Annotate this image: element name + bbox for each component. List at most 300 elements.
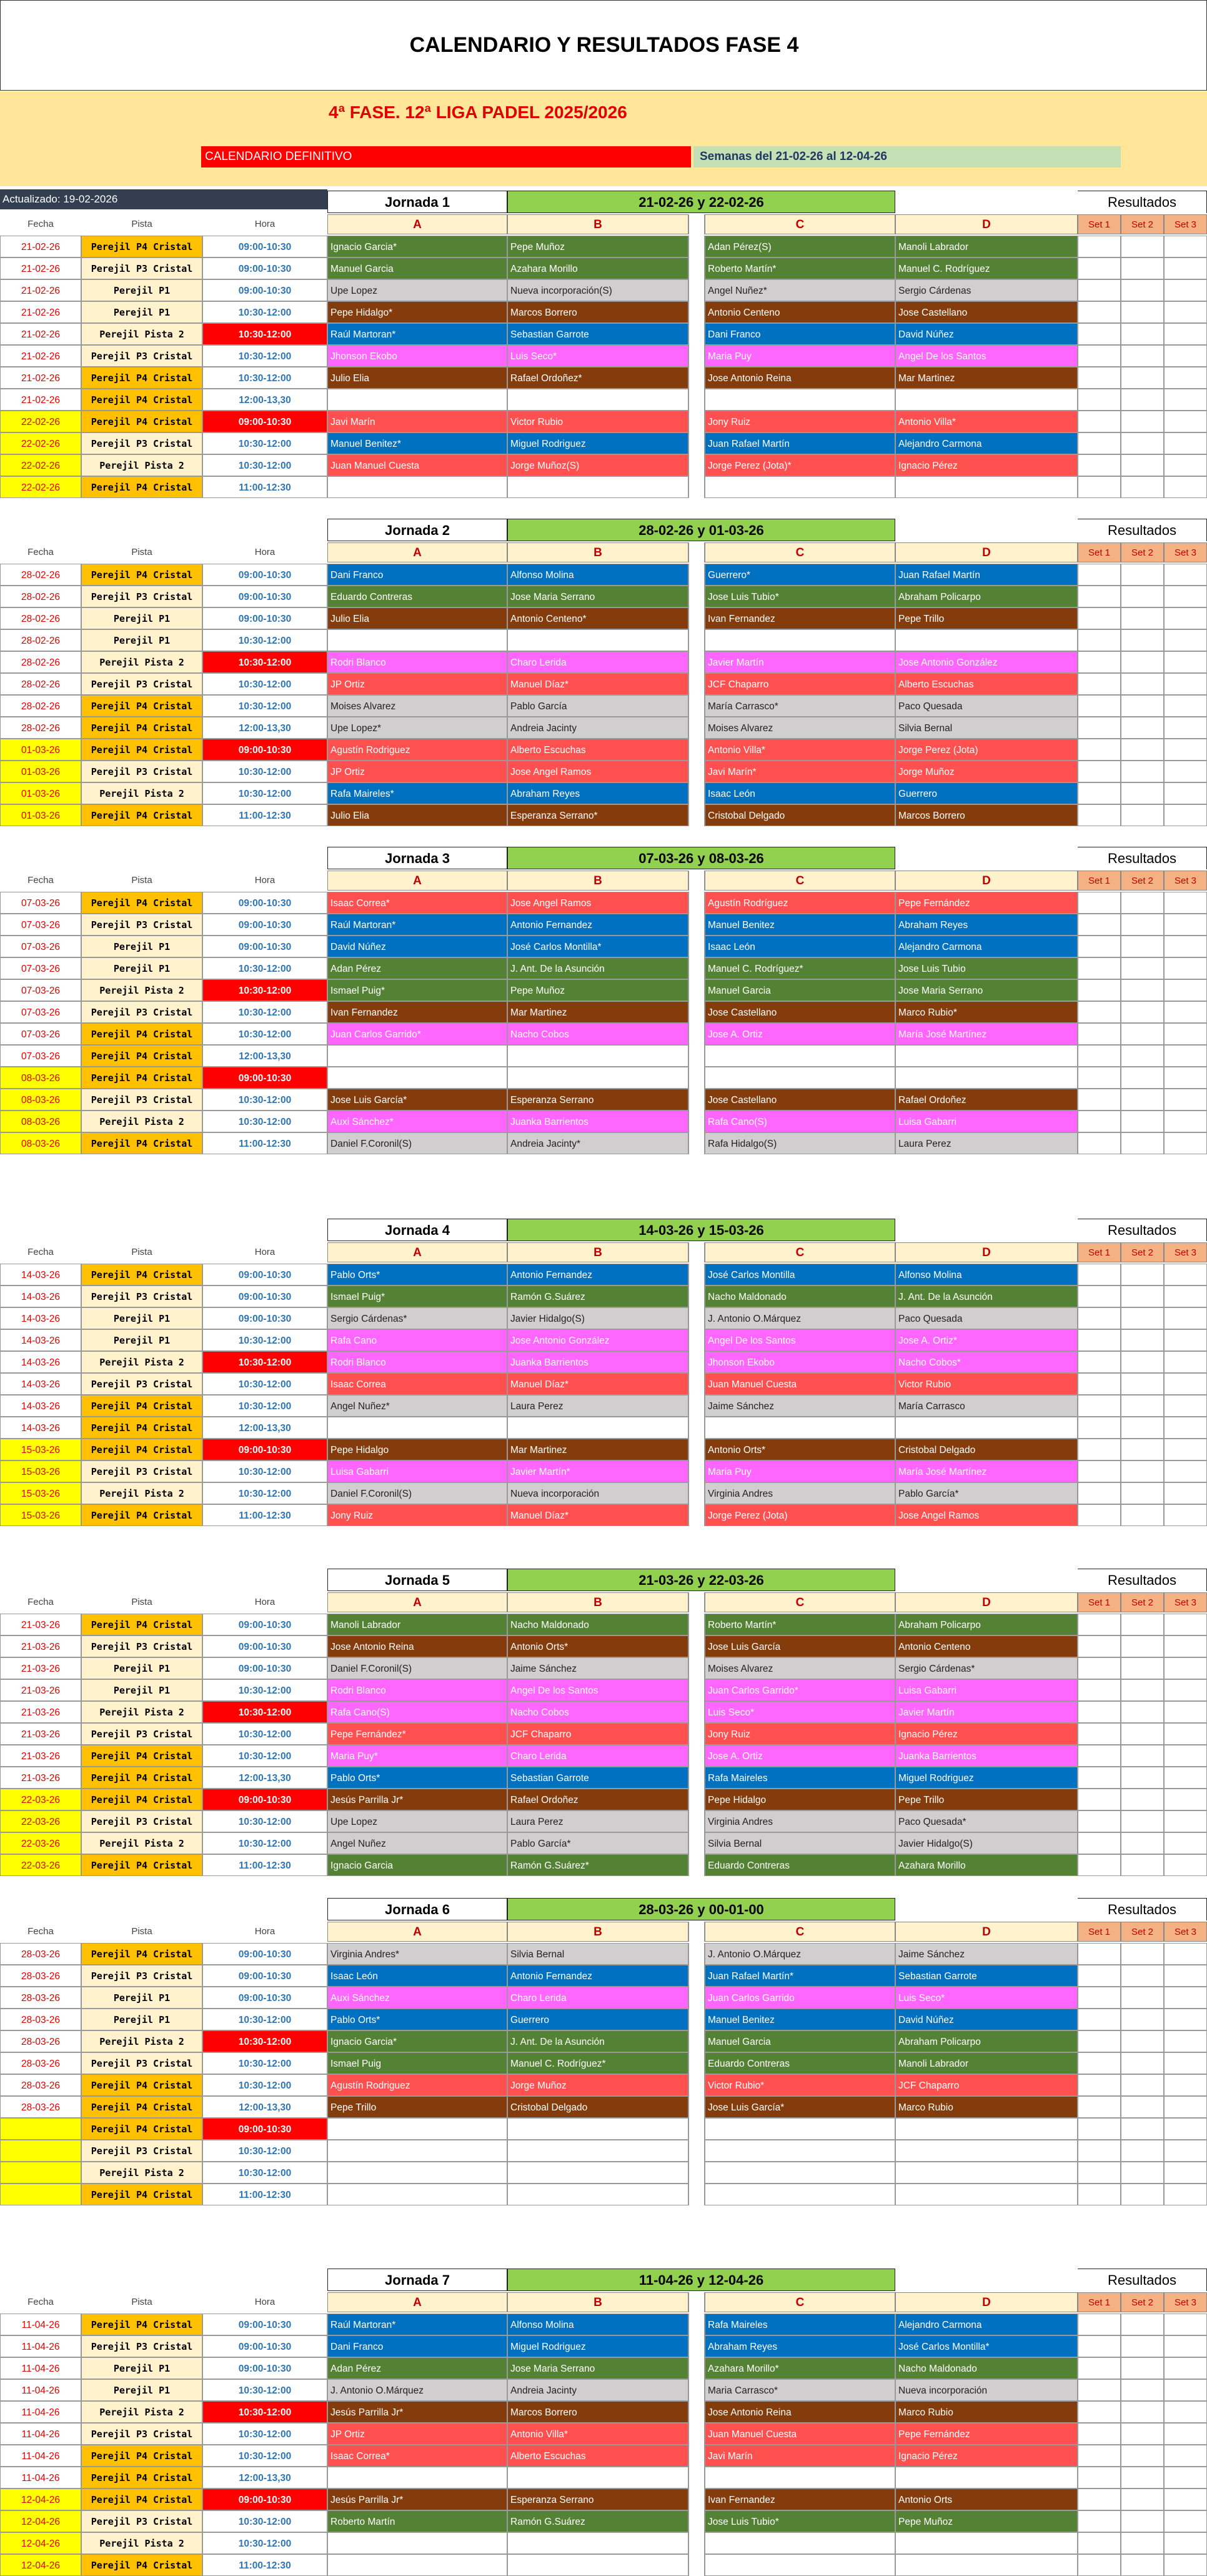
set1-result[interactable] xyxy=(1078,1635,1121,1657)
player-d-cell: Jose Castellano xyxy=(895,301,1078,323)
set1-result[interactable] xyxy=(1078,2532,1121,2554)
set2-result[interactable] xyxy=(1121,651,1164,673)
set2-result[interactable] xyxy=(1121,1045,1164,1067)
set2-result[interactable] xyxy=(1121,1854,1164,1876)
set2-result[interactable] xyxy=(1121,367,1164,389)
set1-result[interactable] xyxy=(1078,1943,1121,1965)
set2-result[interactable] xyxy=(1121,2335,1164,2357)
set2-result[interactable] xyxy=(1121,804,1164,826)
set1-result[interactable] xyxy=(1078,1307,1121,1329)
set3-result[interactable] xyxy=(1164,586,1207,607)
set3-result[interactable] xyxy=(1164,717,1207,739)
set2-result[interactable] xyxy=(1121,564,1164,586)
set3-result[interactable] xyxy=(1164,2009,1207,2030)
set1-result[interactable] xyxy=(1078,1001,1121,1023)
set3-result[interactable] xyxy=(1164,607,1207,629)
set1-result[interactable] xyxy=(1078,2314,1121,2335)
set3-result[interactable] xyxy=(1164,651,1207,673)
player-c-cell: Jose Luis García* xyxy=(705,2096,895,2118)
column-gap xyxy=(688,2184,705,2205)
column-gap xyxy=(688,2401,705,2423)
set1-result[interactable] xyxy=(1078,957,1121,979)
set3-result[interactable] xyxy=(1164,1395,1207,1417)
set2-result[interactable] xyxy=(1121,432,1164,454)
set3-result[interactable] xyxy=(1164,1789,1207,1810)
set1-result[interactable] xyxy=(1078,1745,1121,1767)
player-d-cell: Cristobal Delgado xyxy=(895,1439,1078,1460)
set1-result[interactable] xyxy=(1078,739,1121,761)
set1-result[interactable] xyxy=(1078,651,1121,673)
set2-result[interactable] xyxy=(1121,2510,1164,2532)
set2-result[interactable] xyxy=(1121,761,1164,782)
set2-result[interactable] xyxy=(1121,345,1164,367)
player-c-cell: J. Antonio O.Márquez xyxy=(705,1943,895,1965)
set1-result[interactable] xyxy=(1078,629,1121,651)
set1-result[interactable] xyxy=(1078,1504,1121,1526)
set1-result[interactable] xyxy=(1078,1832,1121,1854)
set2-result[interactable] xyxy=(1121,2074,1164,2096)
set1-result[interactable] xyxy=(1078,2118,1121,2140)
set2-result[interactable] xyxy=(1121,236,1164,257)
set3-result[interactable] xyxy=(1164,2096,1207,2118)
set1-result[interactable] xyxy=(1078,782,1121,804)
set3-result[interactable] xyxy=(1164,2184,1207,2205)
set2-result[interactable] xyxy=(1121,1439,1164,1460)
set3-result[interactable] xyxy=(1164,1264,1207,1286)
set3-result[interactable] xyxy=(1164,2423,1207,2445)
set2-result[interactable] xyxy=(1121,1329,1164,1351)
set2-result[interactable] xyxy=(1121,1789,1164,1810)
set2-result[interactable] xyxy=(1121,2401,1164,2423)
set2-result[interactable] xyxy=(1121,1965,1164,1987)
set1-result[interactable] xyxy=(1078,1264,1121,1286)
set2-result[interactable] xyxy=(1121,1810,1164,1832)
set2-result[interactable] xyxy=(1121,1679,1164,1701)
set1-result[interactable] xyxy=(1078,1965,1121,1987)
team-a-header: A xyxy=(327,542,507,562)
court-name: Perejil P3 Cristal xyxy=(81,1373,202,1395)
set1-result[interactable] xyxy=(1078,2096,1121,2118)
set3-result[interactable] xyxy=(1164,1614,1207,1635)
player-a-cell: Ismael Puig* xyxy=(327,979,507,1001)
set1-result[interactable] xyxy=(1078,1351,1121,1373)
set2-result[interactable] xyxy=(1121,1987,1164,2009)
player-d-cell: Luisa Gabarri xyxy=(895,1679,1078,1701)
set1-result[interactable] xyxy=(1078,607,1121,629)
set1-result[interactable] xyxy=(1078,2467,1121,2489)
set2-result[interactable] xyxy=(1121,1351,1164,1373)
set2-result[interactable] xyxy=(1121,2554,1164,2576)
set3-result[interactable] xyxy=(1164,2467,1207,2489)
set3-result[interactable] xyxy=(1164,2335,1207,2357)
set3-result[interactable] xyxy=(1164,476,1207,498)
set3-result[interactable] xyxy=(1164,2445,1207,2467)
set3-result[interactable] xyxy=(1164,936,1207,957)
set1-result[interactable] xyxy=(1078,345,1121,367)
set1-result[interactable] xyxy=(1078,892,1121,914)
match-date: 28-02-26 xyxy=(0,673,81,695)
set2-result[interactable] xyxy=(1121,2467,1164,2489)
set1-result[interactable] xyxy=(1078,2554,1121,2576)
column-gap xyxy=(688,2423,705,2445)
set3-result[interactable] xyxy=(1164,892,1207,914)
jornada-title: Jornada 7 xyxy=(327,2269,507,2291)
set1-result[interactable] xyxy=(1078,914,1121,936)
set2-result[interactable] xyxy=(1121,323,1164,345)
set3-result[interactable] xyxy=(1164,1132,1207,1154)
set3-result[interactable] xyxy=(1164,1373,1207,1395)
set2-result[interactable] xyxy=(1121,1373,1164,1395)
set2-result[interactable] xyxy=(1121,892,1164,914)
set3-result[interactable] xyxy=(1164,432,1207,454)
set3-result[interactable] xyxy=(1164,279,1207,301)
set1-result[interactable] xyxy=(1078,1417,1121,1439)
set2-result[interactable] xyxy=(1121,476,1164,498)
set2-result[interactable] xyxy=(1121,739,1164,761)
set2-result[interactable] xyxy=(1121,2184,1164,2205)
set1-result[interactable] xyxy=(1078,2140,1121,2162)
set3-result[interactable] xyxy=(1164,2532,1207,2554)
set2-result[interactable] xyxy=(1121,1111,1164,1132)
set1-result[interactable] xyxy=(1078,1067,1121,1089)
set1-result[interactable] xyxy=(1078,2184,1121,2205)
set3-result[interactable] xyxy=(1164,2052,1207,2074)
player-c-cell: Cristobal Delgado xyxy=(705,804,895,826)
set2-result[interactable] xyxy=(1121,1307,1164,1329)
set3-result[interactable] xyxy=(1164,673,1207,695)
set2-result[interactable] xyxy=(1121,2532,1164,2554)
set2-result[interactable] xyxy=(1121,1460,1164,1482)
court-name: Perejil P1 xyxy=(81,1987,202,2009)
set2-result[interactable] xyxy=(1121,1067,1164,1089)
player-d-cell xyxy=(895,1045,1078,1067)
set1-result[interactable] xyxy=(1078,301,1121,323)
set1-result[interactable] xyxy=(1078,1329,1121,1351)
set2-result[interactable] xyxy=(1121,1701,1164,1723)
set3-result[interactable] xyxy=(1164,1482,1207,1504)
set3-result[interactable] xyxy=(1164,2074,1207,2096)
set2-header: Set 2 xyxy=(1121,871,1164,891)
match-date: 22-02-26 xyxy=(0,476,81,498)
set1-result[interactable] xyxy=(1078,2445,1121,2467)
set3-result[interactable] xyxy=(1164,2489,1207,2510)
set1-result[interactable] xyxy=(1078,1679,1121,1701)
set3-result[interactable] xyxy=(1164,1745,1207,1767)
match-time: 10:30-12:00 xyxy=(202,2379,327,2401)
set3-result[interactable] xyxy=(1164,2401,1207,2423)
set3-result[interactable] xyxy=(1164,1111,1207,1132)
set3-result[interactable] xyxy=(1164,1460,1207,1482)
set3-result[interactable] xyxy=(1164,629,1207,651)
column-gap xyxy=(688,542,705,562)
set1-result[interactable] xyxy=(1078,936,1121,957)
set3-result[interactable] xyxy=(1164,1723,1207,1745)
set2-result[interactable] xyxy=(1121,301,1164,323)
set1-result[interactable] xyxy=(1078,2423,1121,2445)
set2-result[interactable] xyxy=(1121,2162,1164,2184)
set1-result[interactable] xyxy=(1078,1657,1121,1679)
set1-result[interactable] xyxy=(1078,2335,1121,2357)
match-time: 10:30-12:00 xyxy=(202,695,327,717)
set1-result[interactable] xyxy=(1078,1045,1121,1067)
set2-result[interactable] xyxy=(1121,2489,1164,2510)
court-name: Perejil P4 Cristal xyxy=(81,2096,202,2118)
set3-result[interactable] xyxy=(1164,804,1207,826)
set1-result[interactable] xyxy=(1078,1482,1121,1504)
set1-result[interactable] xyxy=(1078,476,1121,498)
set3-result[interactable] xyxy=(1164,1417,1207,1439)
set3-result[interactable] xyxy=(1164,761,1207,782)
set2-result[interactable] xyxy=(1121,1286,1164,1307)
set2-result[interactable] xyxy=(1121,1001,1164,1023)
set1-result[interactable] xyxy=(1078,454,1121,476)
set1-result[interactable] xyxy=(1078,1723,1121,1745)
set3-result[interactable] xyxy=(1164,979,1207,1001)
set3-result[interactable] xyxy=(1164,1987,1207,2009)
set1-result[interactable] xyxy=(1078,1810,1121,1832)
set1-result[interactable] xyxy=(1078,2357,1121,2379)
match-time: 10:30-12:00 xyxy=(202,957,327,979)
set2-result[interactable] xyxy=(1121,1635,1164,1657)
set1-result[interactable] xyxy=(1078,1987,1121,2009)
set2-result[interactable] xyxy=(1121,2357,1164,2379)
player-a-cell: Manuel Benitez* xyxy=(327,432,507,454)
set2-result[interactable] xyxy=(1121,2009,1164,2030)
set2-result[interactable] xyxy=(1121,257,1164,279)
player-b-cell: Alberto Escuchas xyxy=(507,2445,688,2467)
player-d-cell: Sebastian Garrote xyxy=(895,1965,1078,1987)
set2-result[interactable] xyxy=(1121,914,1164,936)
set3-result[interactable] xyxy=(1164,1854,1207,1876)
set2-result[interactable] xyxy=(1121,717,1164,739)
set2-result[interactable] xyxy=(1121,1504,1164,1526)
set1-result[interactable] xyxy=(1078,1439,1121,1460)
set2-result[interactable] xyxy=(1121,279,1164,301)
player-d-cell: Pablo García* xyxy=(895,1482,1078,1504)
set1-result[interactable] xyxy=(1078,257,1121,279)
set3-result[interactable] xyxy=(1164,1832,1207,1854)
set2-result[interactable] xyxy=(1121,695,1164,717)
player-b-cell xyxy=(507,2532,688,2554)
court-name: Perejil P4 Cristal xyxy=(81,1023,202,1045)
set1-result[interactable] xyxy=(1078,1789,1121,1810)
set1-result[interactable] xyxy=(1078,279,1121,301)
set1-result[interactable] xyxy=(1078,761,1121,782)
set1-result[interactable] xyxy=(1078,1701,1121,1723)
set2-result[interactable] xyxy=(1121,586,1164,607)
column-gap xyxy=(688,1242,705,1262)
set3-result[interactable] xyxy=(1164,257,1207,279)
set1-result[interactable] xyxy=(1078,2489,1121,2510)
set3-result[interactable] xyxy=(1164,2379,1207,2401)
set3-result[interactable] xyxy=(1164,411,1207,432)
player-c-cell: Javier Martín xyxy=(705,651,895,673)
set2-result[interactable] xyxy=(1121,389,1164,411)
set1-result[interactable] xyxy=(1078,1395,1121,1417)
set1-result[interactable] xyxy=(1078,564,1121,586)
set1-result[interactable] xyxy=(1078,673,1121,695)
court-name: Perejil P4 Cristal xyxy=(81,564,202,586)
set3-result[interactable] xyxy=(1164,1635,1207,1657)
set3-result[interactable] xyxy=(1164,367,1207,389)
set1-result[interactable] xyxy=(1078,1111,1121,1132)
set3-result[interactable] xyxy=(1164,1504,1207,1526)
set2-result[interactable] xyxy=(1121,1614,1164,1635)
set2-result[interactable] xyxy=(1121,782,1164,804)
set1-result[interactable] xyxy=(1078,2030,1121,2052)
set2-result[interactable] xyxy=(1121,454,1164,476)
set3-result[interactable] xyxy=(1164,2030,1207,2052)
set3-result[interactable] xyxy=(1164,1439,1207,1460)
set2-result[interactable] xyxy=(1121,2445,1164,2467)
set2-result[interactable] xyxy=(1121,1089,1164,1111)
set3-result[interactable] xyxy=(1164,1286,1207,1307)
set1-result[interactable] xyxy=(1078,1767,1121,1789)
set3-result[interactable] xyxy=(1164,454,1207,476)
set3-result[interactable] xyxy=(1164,2357,1207,2379)
set1-result[interactable] xyxy=(1078,236,1121,257)
set3-result[interactable] xyxy=(1164,782,1207,804)
set2-result[interactable] xyxy=(1121,1132,1164,1154)
set3-result[interactable] xyxy=(1164,2162,1207,2184)
set1-result[interactable] xyxy=(1078,1023,1121,1045)
set3-result[interactable] xyxy=(1164,1067,1207,1089)
column-gap xyxy=(688,2445,705,2467)
set1-result[interactable] xyxy=(1078,2009,1121,2030)
player-a-cell: Pepe Hidalgo xyxy=(327,1439,507,1460)
set2-result[interactable] xyxy=(1121,2030,1164,2052)
set1-result[interactable] xyxy=(1078,586,1121,607)
set2-result[interactable] xyxy=(1121,1832,1164,1854)
column-gap xyxy=(688,2335,705,2357)
set3-result[interactable] xyxy=(1164,1001,1207,1023)
set1-result[interactable] xyxy=(1078,367,1121,389)
set1-result[interactable] xyxy=(1078,2510,1121,2532)
set1-result[interactable] xyxy=(1078,1614,1121,1635)
match-time: 09:00-10:30 xyxy=(202,1264,327,1286)
set2-result[interactable] xyxy=(1121,979,1164,1001)
set2-result[interactable] xyxy=(1121,1943,1164,1965)
set3-result[interactable] xyxy=(1164,564,1207,586)
set3-result[interactable] xyxy=(1164,323,1207,345)
set3-result[interactable] xyxy=(1164,236,1207,257)
player-b-cell: Charo Lerida xyxy=(507,1987,688,2009)
set2-result[interactable] xyxy=(1121,1417,1164,1439)
set3-result[interactable] xyxy=(1164,1045,1207,1067)
column-gap xyxy=(688,2162,705,2184)
set1-result[interactable] xyxy=(1078,1460,1121,1482)
set3-result[interactable] xyxy=(1164,2554,1207,2576)
set3-result[interactable] xyxy=(1164,2314,1207,2335)
set3-result[interactable] xyxy=(1164,739,1207,761)
set1-result[interactable] xyxy=(1078,1854,1121,1876)
set3-result[interactable] xyxy=(1164,1089,1207,1111)
set1-result[interactable] xyxy=(1078,2162,1121,2184)
set1-result[interactable] xyxy=(1078,2379,1121,2401)
player-a-cell: Jose Antonio Reina xyxy=(327,1635,507,1657)
set2-result[interactable] xyxy=(1121,2379,1164,2401)
set3-result[interactable] xyxy=(1164,1329,1207,1351)
set2-result[interactable] xyxy=(1121,673,1164,695)
court-name: Perejil P3 Cristal xyxy=(81,1460,202,1482)
set1-result[interactable] xyxy=(1078,411,1121,432)
court-name: Perejil P4 Cristal xyxy=(81,2489,202,2510)
set1-result[interactable] xyxy=(1078,389,1121,411)
set2-result[interactable] xyxy=(1121,1482,1164,1504)
set2-result[interactable] xyxy=(1121,1023,1164,1045)
player-d-cell: Abraham Policarpo xyxy=(895,586,1078,607)
set1-result[interactable] xyxy=(1078,1286,1121,1307)
set2-result[interactable] xyxy=(1121,1657,1164,1679)
set2-result[interactable] xyxy=(1121,2118,1164,2140)
set2-result[interactable] xyxy=(1121,607,1164,629)
set2-result[interactable] xyxy=(1121,2423,1164,2445)
set3-result[interactable] xyxy=(1164,1023,1207,1045)
set2-result[interactable] xyxy=(1121,936,1164,957)
set3-result[interactable] xyxy=(1164,1810,1207,1832)
set3-result[interactable] xyxy=(1164,2118,1207,2140)
column-gap xyxy=(688,871,705,891)
set2-result[interactable] xyxy=(1121,1745,1164,1767)
set1-result[interactable] xyxy=(1078,323,1121,345)
set1-result[interactable] xyxy=(1078,804,1121,826)
set3-result[interactable] xyxy=(1164,1701,1207,1723)
set2-result[interactable] xyxy=(1121,1767,1164,1789)
set1-result[interactable] xyxy=(1078,1089,1121,1111)
set2-result[interactable] xyxy=(1121,957,1164,979)
set2-result[interactable] xyxy=(1121,411,1164,432)
column-gap xyxy=(688,1460,705,1482)
set1-result[interactable] xyxy=(1078,1373,1121,1395)
set2-result[interactable] xyxy=(1121,2096,1164,2118)
set1-result[interactable] xyxy=(1078,2074,1121,2096)
set1-result[interactable] xyxy=(1078,1132,1121,1154)
court-name: Perejil P4 Cristal xyxy=(81,1854,202,1876)
set3-result[interactable] xyxy=(1164,1943,1207,1965)
match-date: 21-03-26 xyxy=(0,1745,81,1767)
set3-result[interactable] xyxy=(1164,1679,1207,1701)
player-c-cell: Luis Seco* xyxy=(705,1701,895,1723)
set2-result[interactable] xyxy=(1121,2052,1164,2074)
set3-result[interactable] xyxy=(1164,1965,1207,1987)
set3-result[interactable] xyxy=(1164,957,1207,979)
set3-result[interactable] xyxy=(1164,914,1207,936)
set3-result[interactable] xyxy=(1164,2140,1207,2162)
set3-result[interactable] xyxy=(1164,389,1207,411)
set2-result[interactable] xyxy=(1121,629,1164,651)
set3-result[interactable] xyxy=(1164,695,1207,717)
set2-result[interactable] xyxy=(1121,1264,1164,1286)
set3-result[interactable] xyxy=(1164,1657,1207,1679)
set3-result[interactable] xyxy=(1164,1767,1207,1789)
set1-result[interactable] xyxy=(1078,979,1121,1001)
set2-result[interactable] xyxy=(1121,1723,1164,1745)
set3-result[interactable] xyxy=(1164,1351,1207,1373)
set1-result[interactable] xyxy=(1078,695,1121,717)
set1-result[interactable] xyxy=(1078,717,1121,739)
set3-result[interactable] xyxy=(1164,301,1207,323)
set2-result[interactable] xyxy=(1121,1395,1164,1417)
court-name: Perejil P3 Cristal xyxy=(81,432,202,454)
set2-result[interactable] xyxy=(1121,2140,1164,2162)
set1-result[interactable] xyxy=(1078,432,1121,454)
set3-result[interactable] xyxy=(1164,345,1207,367)
set2-result[interactable] xyxy=(1121,2314,1164,2335)
set1-result[interactable] xyxy=(1078,2052,1121,2074)
set3-result[interactable] xyxy=(1164,1307,1207,1329)
set3-result[interactable] xyxy=(1164,2510,1207,2532)
set1-result[interactable] xyxy=(1078,2401,1121,2423)
